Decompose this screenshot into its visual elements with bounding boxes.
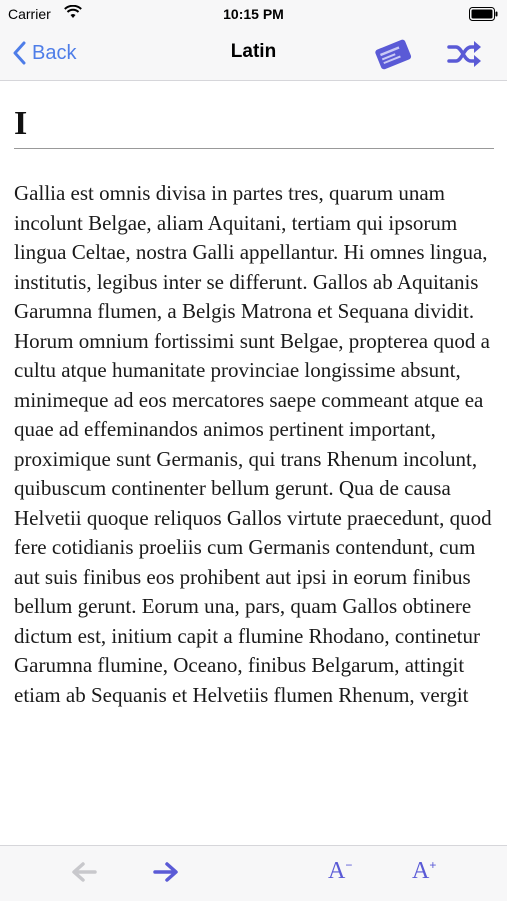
increase-font-label: A (412, 858, 430, 884)
flashcard-button[interactable] (372, 34, 414, 74)
shuffle-icon (446, 38, 484, 70)
decrease-font-label: A (328, 858, 346, 884)
flashcard-icon (372, 34, 414, 74)
increase-font-button[interactable] (412, 858, 436, 885)
status-bar (0, 0, 507, 28)
decrease-font-button[interactable] (328, 858, 352, 885)
previous-page-button[interactable] (70, 860, 98, 889)
chapter-heading: I (14, 104, 494, 149)
page-title: Latin (230, 41, 277, 62)
passage-text: Gallia est omnis divisa in partes tres, quarum unam incolunt Belgae, aliam Aquitani, tertiam qui ipsorum lingua Celtae, nostra Galli appellantur. Hi omnes lingua, institutis, legibus inter se differunt. Gallos ab Aquitanis Garumna flumen, a Belgis Matrona et Sequana dividit. Horum omnium fortissimi sunt Belgae, propterea quod a cultu atque humanitate provinciae longissime absunt, minimeque ad eos mercatores saepe commeant atque ea quae ad effeminandos animos pertinent important, proximique sunt Germanis, qui trans Rhenum incolunt, quibuscum continenter bellum gerunt. Qua de causa Helvetii quoque reliquos Gallos virtute praecedunt, quod fere cotidianis proeliis cum Germanis contendunt, cum aut suis finibus eos prohibent aut ipsi in eorum finibus bellum gerunt. Eorum una, pars, quam Gallos obtinere dictum est, initium capit a flumine Rhodano, continetur Garumna flumine, Oceano, finibus Belgarum, attingit etiam ab Sequanis et Helvetiis flumen Rhenum, vergit (14, 181, 492, 707)
plus-icon: + (429, 858, 437, 872)
arrow-right-icon (152, 860, 180, 884)
next-page-button[interactable] (152, 860, 180, 889)
carrier-label: Carrier (8, 6, 51, 22)
battery-icon (469, 7, 499, 24)
status-time: 10:15 PM (223, 6, 284, 22)
arrow-left-icon (70, 860, 98, 884)
reading-content[interactable] (14, 100, 494, 845)
minus-icon: − (345, 858, 353, 872)
navigation-bar (0, 28, 507, 81)
back-label: Back (32, 41, 77, 64)
shuffle-button[interactable] (446, 38, 484, 70)
bottom-toolbar (0, 845, 507, 901)
